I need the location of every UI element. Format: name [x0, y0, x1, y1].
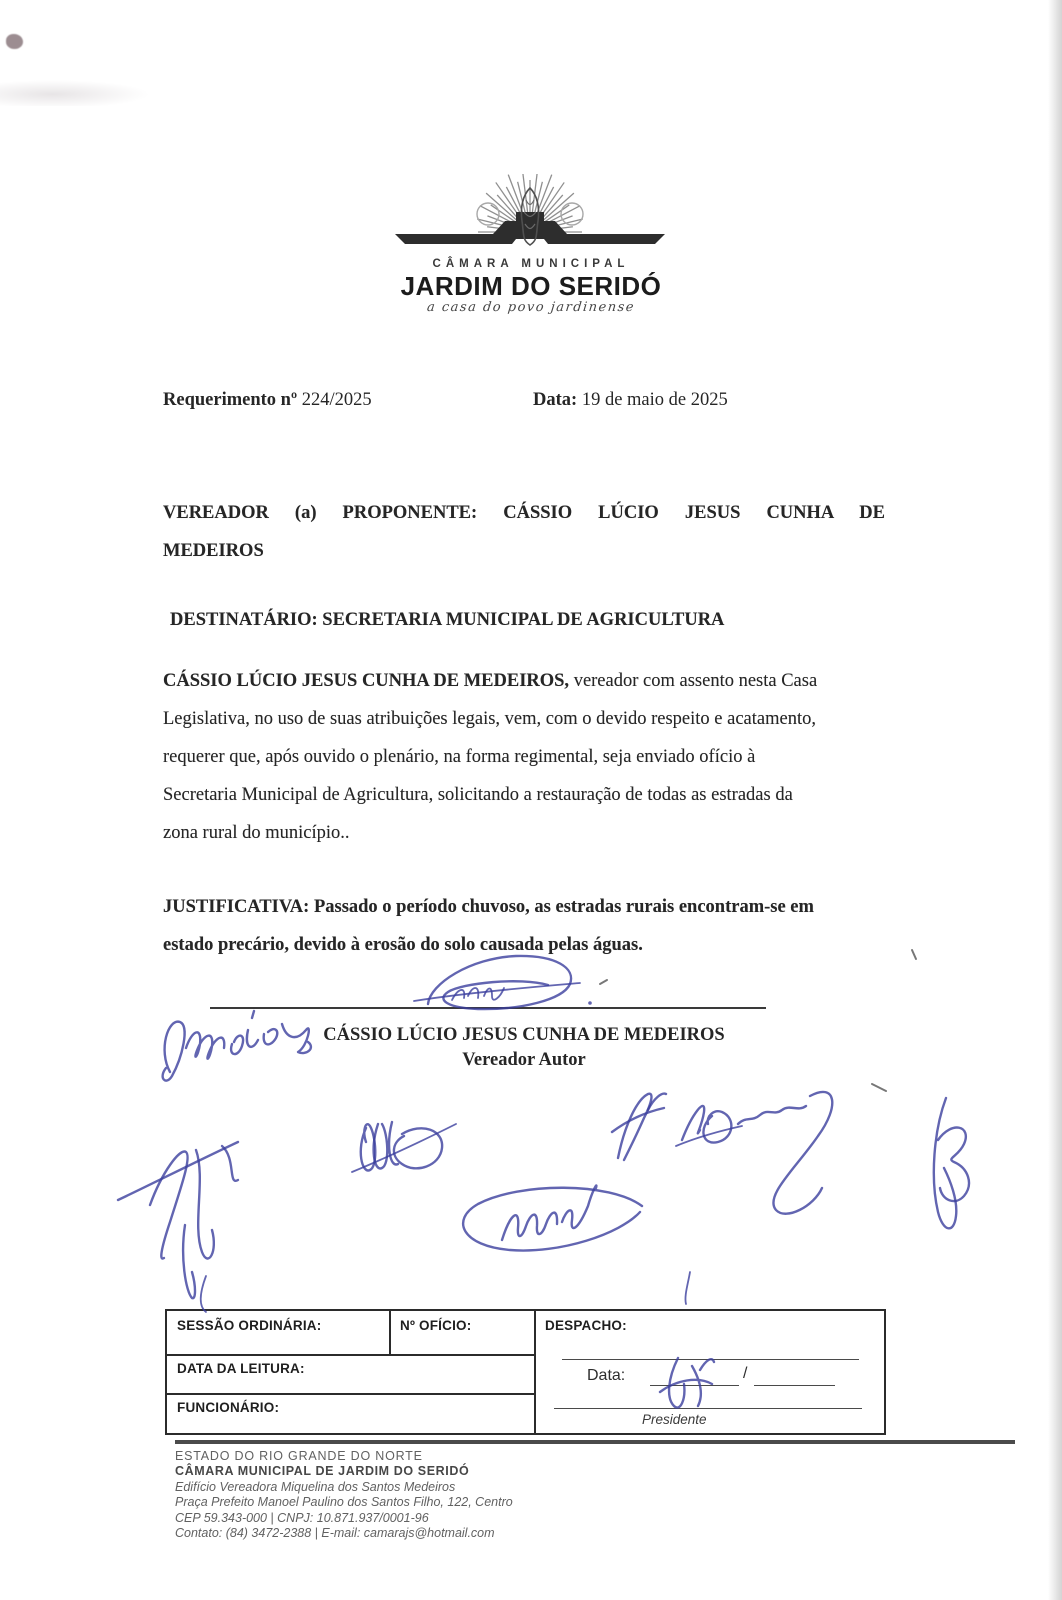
footer-cep-cnpj: CEP 59.343-000 | CNPJ: 10.871.937/0001-96 — [175, 1510, 429, 1525]
footer-org: CÂMARA MUNICIPAL DE JARDIM DO SERIDÓ — [175, 1464, 470, 1479]
signature-ink-4 — [676, 1092, 832, 1214]
signer-role: Vereador Autor — [462, 1050, 586, 1070]
table-row-divider-1 — [167, 1354, 534, 1356]
label-data: Data: — [587, 1367, 626, 1384]
justificativa-paragraph — [163, 888, 885, 964]
date-blank-day — [650, 1385, 739, 1386]
request-paragraph — [163, 662, 885, 852]
signature-ink-1 — [118, 1142, 238, 1298]
request-line1 — [163, 662, 885, 700]
signature-ink-2 — [352, 1122, 456, 1172]
proponente-line1: VEREADOR (a) PROPONENTE: CÁSSIO LÚCIO JESUS CUNHA DE — [163, 503, 885, 523]
scan-edge-shadow — [1048, 0, 1062, 1600]
request-line1-rest: vereador com assento nesta Casa — [569, 671, 818, 691]
date-slash: / — [743, 1365, 748, 1382]
request-line5: zona rural do município.. — [163, 823, 350, 843]
despacho-blank-line-2 — [554, 1408, 862, 1409]
signature-ink-3 — [612, 1094, 666, 1160]
footer-rule — [175, 1440, 1015, 1444]
signature-ink-6 — [201, 1185, 690, 1312]
logo-org-small: CÂMARA MUNICIPAL — [432, 258, 630, 270]
table-divider-oficio — [389, 1311, 391, 1354]
proponente-line2: MEDEIROS — [163, 541, 264, 561]
logo-org-name: JARDIM DO SERIDÓ — [400, 271, 662, 301]
table-row-divider-2 — [167, 1393, 534, 1395]
routing-table — [165, 1309, 886, 1435]
footer-building: Edifício Vereadora Miquelina dos Santos Medeiros — [175, 1479, 456, 1494]
scan-smudge — [0, 80, 150, 106]
label-despacho: DESPACHO: — [545, 1318, 627, 1333]
footer-contact: Contato: (84) 3472-2388 | E-mail: camarajs@hotmail.com — [175, 1526, 495, 1541]
justificativa-line1: JUSTIFICATIVA: Passado o período chuvoso, as estradas rurais encontram-se em — [163, 897, 814, 917]
date-label: Data: — [533, 390, 578, 410]
footer-block — [175, 1449, 513, 1541]
signer-name: CÁSSIO LÚCIO JESUS CUNHA DE MEDEIROS — [323, 1025, 725, 1045]
justificativa-line2: estado precário, devido à erosão do solo causada pelas águas. — [163, 935, 643, 955]
footer-address: Praça Prefeito Manoel Paulino dos Santos Filho, 122, Centro — [175, 1495, 513, 1510]
label-n-oficio: Nº OFÍCIO: — [400, 1318, 472, 1333]
scan-speck — [6, 34, 23, 49]
req-number-value: 224/2025 — [297, 390, 372, 410]
stray-mark-2 — [872, 1084, 886, 1091]
date-value: 19 de maio de 2025 — [577, 390, 728, 410]
logo-tagline: a casa do povo jardinense — [426, 300, 636, 315]
request-lead-bold: CÁSSIO LÚCIO JESUS CUNHA DE MEDEIROS, — [163, 671, 570, 691]
request-line3: requerer que, após ouvido o plenário, na forma regimental, seja enviado ofício à — [163, 747, 756, 767]
destinatario-line: DESTINATÁRIO: SECRETARIA MUNICIPAL DE AGRICULTURA — [170, 610, 725, 630]
label-data-leitura: DATA DA LEITURA: — [177, 1361, 305, 1376]
header-line — [163, 390, 885, 411]
footer-state: ESTADO DO RIO GRANDE DO NORTE — [175, 1449, 423, 1463]
req-number-label: Requerimento nº 224/2025 — [163, 390, 372, 410]
signature-rule — [210, 1007, 766, 1009]
camara-emblem-icon — [385, 174, 675, 266]
date-field — [533, 390, 728, 411]
date-blank-month — [754, 1385, 835, 1386]
proponente-paragraph — [163, 494, 885, 570]
request-line2: Legislativa, no uso de suas atribuições legais, vem, com o devido respeito e acatamento, — [163, 709, 816, 729]
signature-ink-5 — [934, 1098, 969, 1228]
label-funcionario: FUNCIONÁRIO: — [177, 1400, 280, 1415]
request-line4: Secretaria Municipal de Agricultura, solicitando a restauração de todas as estradas da — [163, 785, 793, 805]
stray-mark-1 — [912, 950, 916, 959]
label-sessao-ordinaria: SESSÃO ORDINÁRIA: — [177, 1318, 322, 1333]
label-presidente: Presidente — [642, 1412, 707, 1427]
table-divider-main — [534, 1311, 536, 1433]
despacho-blank-line-1 — [562, 1359, 859, 1360]
